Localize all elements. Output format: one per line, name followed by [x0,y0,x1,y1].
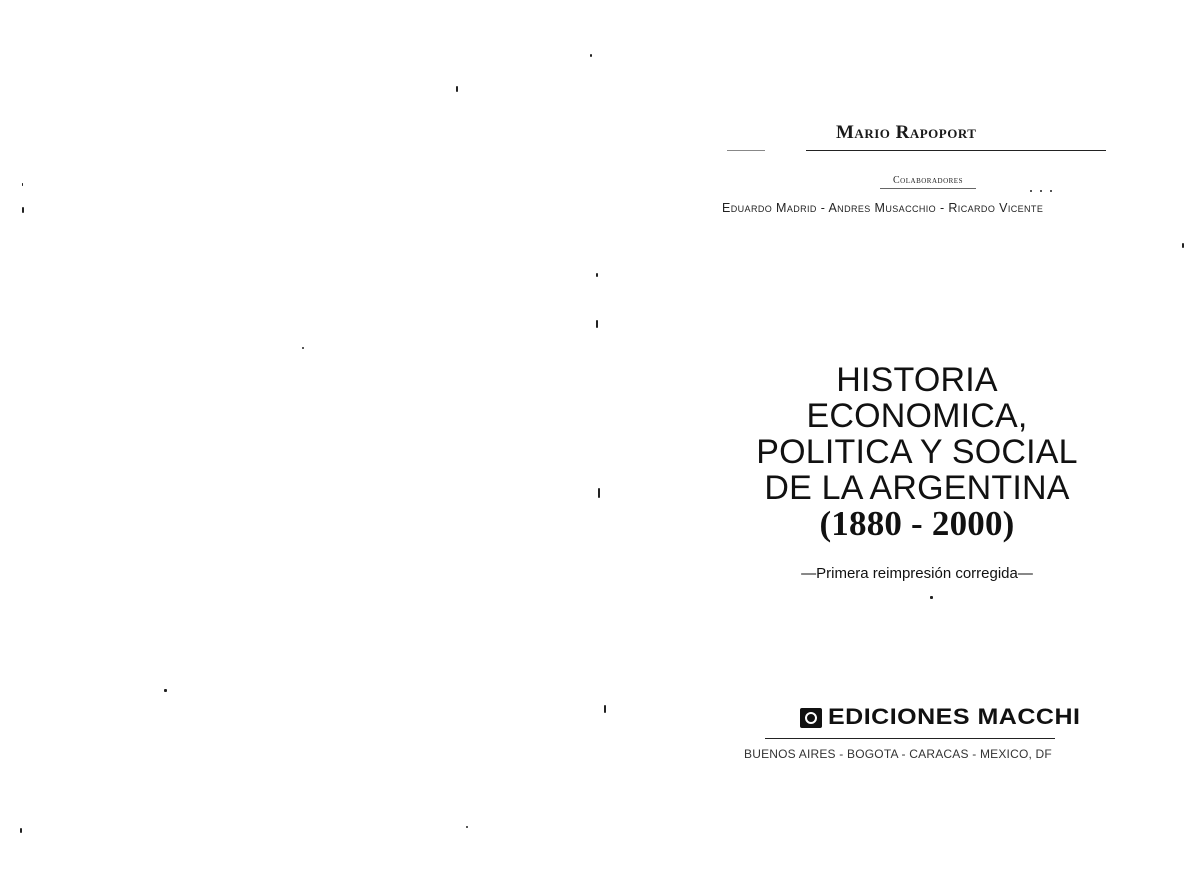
scan-speck [1030,190,1032,192]
scan-speck [22,207,24,213]
author-underline [806,150,1106,151]
publisher-rule [765,738,1055,739]
title-line: POLITICA Y SOCIAL [756,433,1078,471]
scan-speck [22,183,23,186]
publisher-cities: BUENOS AIRES - BOGOTA - CARACAS - MEXICO, DF [744,747,1052,761]
collaborators-underline [880,188,976,189]
author-name: Mario Rapoport [836,122,977,143]
publisher-logo [800,704,1081,732]
stray-rule [727,150,765,151]
title-line: DE LA ARGENTINA [764,469,1070,507]
scan-speck [456,86,458,92]
collaborators-heading: Colaboradores [893,175,963,186]
scan-speck [590,54,592,57]
publisher-name: EDICIONES MACCHI [828,704,1081,730]
scan-speck [930,596,933,599]
scan-speck [1040,190,1042,192]
title-line: HISTORIA ECONOMICA, [806,361,1028,435]
title-years: (1880 - 2000) [819,504,1015,543]
edition-subtitle: —Primera reimpresión corregida— [801,565,1033,582]
book-title [722,362,1112,542]
scan-speck [1182,243,1184,248]
scan-speck [596,273,598,277]
scan-speck [20,828,22,833]
scan-speck [302,347,304,349]
collaborators-names: Eduardo Madrid - Andres Musacchio - Ricardo Vicente [722,201,1044,215]
scan-speck [466,826,468,828]
scan-speck [596,320,598,328]
scan-speck [1050,190,1052,192]
scan-speck [164,689,167,692]
publisher-emblem-icon [800,708,822,728]
